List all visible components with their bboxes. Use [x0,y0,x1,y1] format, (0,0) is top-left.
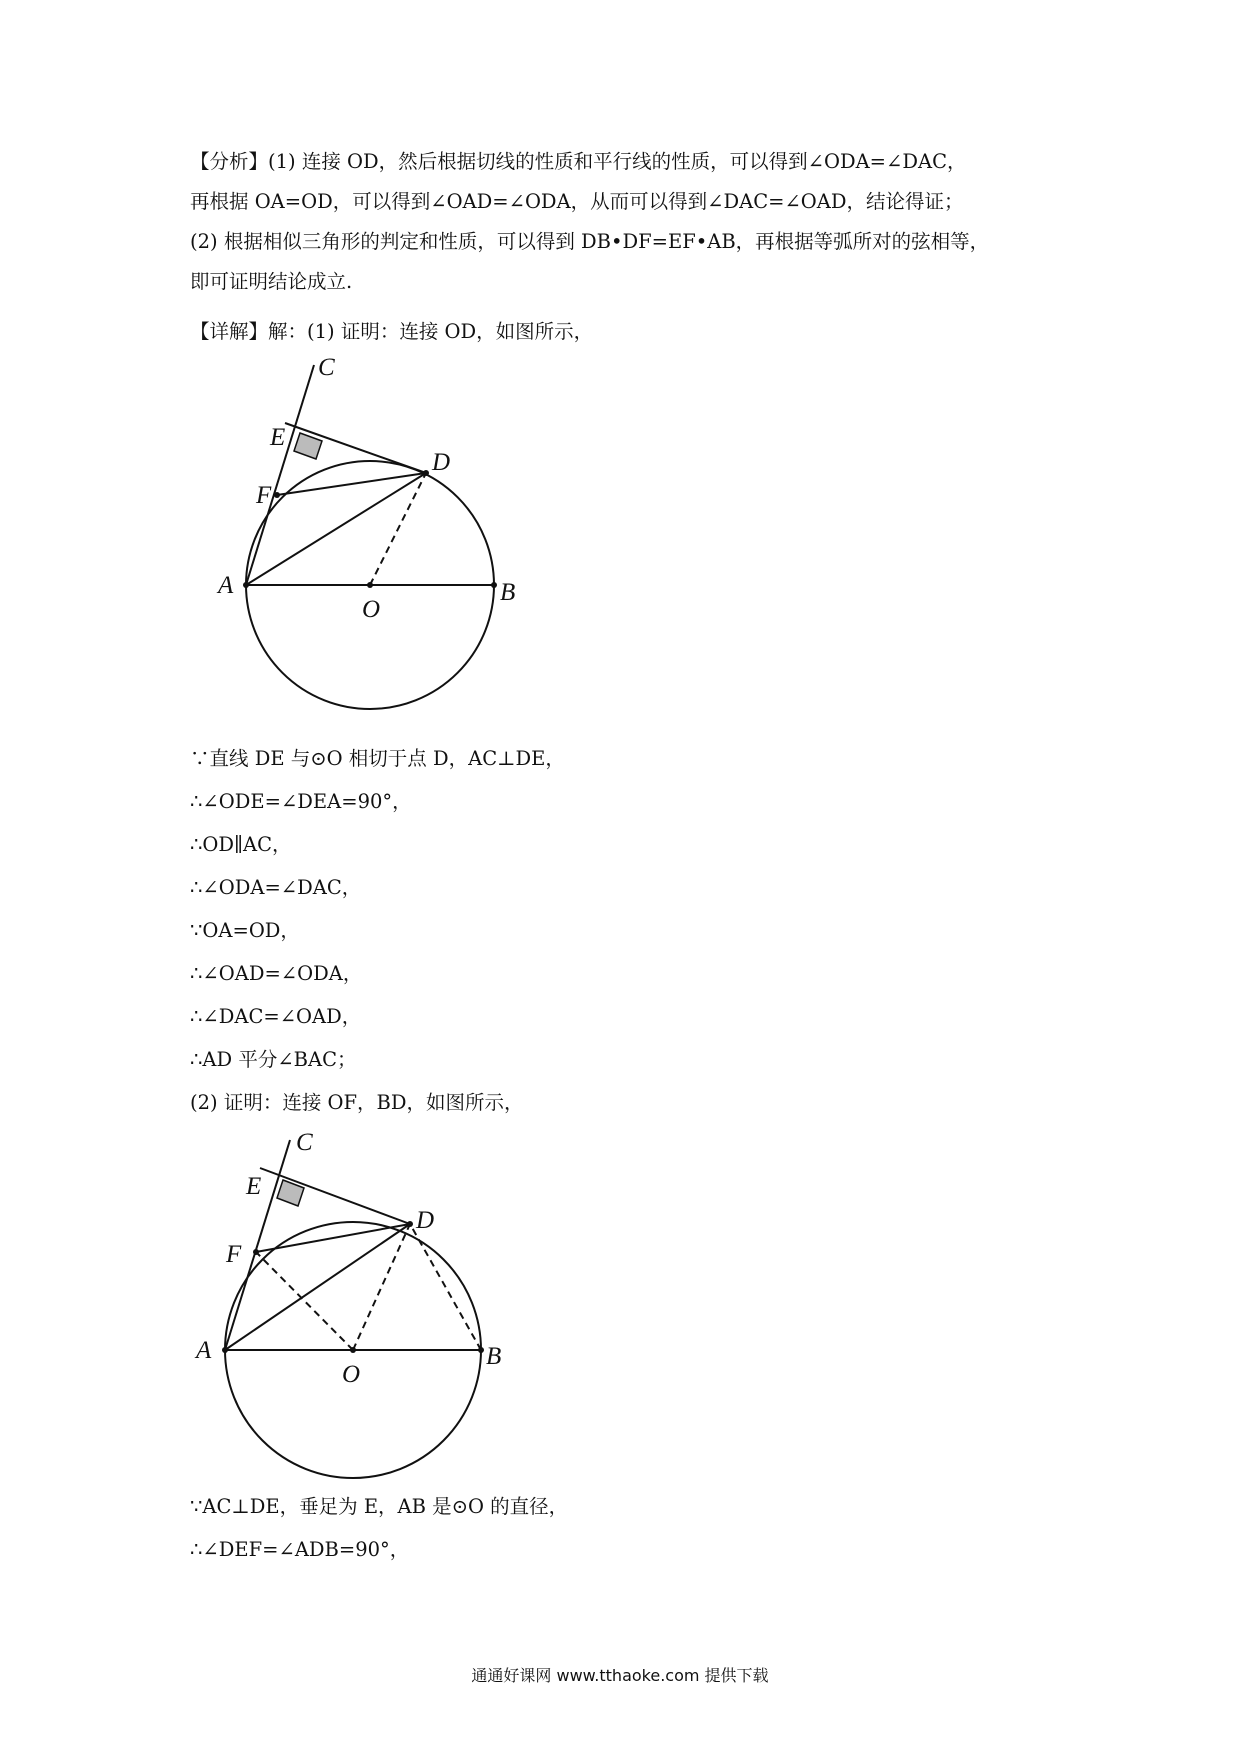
proof1-line-4: ∴∠ODA=∠DAC， [190,876,362,899]
proof1-line-2: ∴∠ODE=∠DEA=90°， [190,790,412,813]
analysis-line-2: 再根据 OA=OD，可以得到∠OAD=∠ODA，从而可以得到∠DAC=∠OAD，结论得证； [190,190,964,213]
label-b: B [486,1343,502,1370]
analysis-line-3: (2) 根据相似三角形的判定和性质，可以得到 DB•DF=EF•AB，再根据等弧所对的弦相等， [190,230,990,253]
analysis-line-1: 【分析】(1) 连接 OD，然后根据切线的性质和平行线的性质，可以得到∠ODA=∠DAC， [190,150,967,173]
analysis-line-4: 即可证明结论成立. [190,270,353,293]
proof1-line-6: ∴∠OAD=∠ODA， [190,962,363,985]
proof2-line-2: ∴∠DEF=∠ADB=90°， [190,1538,410,1561]
label-d: D [432,449,451,476]
proof1-line-5: ∵OA=OD， [190,919,300,942]
label-c: C [318,355,335,381]
label-d: D [416,1207,435,1234]
proof2-line-1: ∵AC⊥DE，垂足为 E，AB 是⊙O 的直径， [190,1495,569,1518]
label-f: F [256,482,272,509]
figure-1-circle-diagram [190,355,590,735]
part2-heading: (2) 证明：连接 OF，BD，如图所示， [190,1091,524,1114]
label-o: O [362,596,381,623]
proof1-line-8: ∴AD 平分∠BAC； [190,1048,357,1071]
label-f: F [226,1241,242,1268]
label-o: O [342,1361,361,1388]
segment-bd-dashed [410,1224,481,1350]
detail-heading: 【详解】解：(1) 证明：连接 OD，如图所示， [190,320,594,343]
label-e: E [246,1173,262,1200]
figure-2-circle-diagram [190,1128,550,1488]
right-angle-mark [294,433,322,459]
segment-of-dashed [256,1252,353,1350]
label-c: C [296,1129,313,1156]
label-a: A [196,1337,212,1364]
line-ac [246,365,314,585]
proof1-line-1: ∵直线 DE 与⊙O 相切于点 D，AC⊥DE， [190,747,565,770]
segment-ad [225,1224,410,1350]
label-e: E [270,424,286,451]
label-b: B [500,579,516,606]
label-a: A [218,572,234,599]
footer-source: 通通好课网 www.tthaoke.com 提供下载 [471,1666,769,1685]
segment-fd [256,1224,410,1252]
proof1-line-7: ∴∠DAC=∠OAD， [190,1005,362,1028]
proof1-line-3: ∴OD∥AC， [190,833,292,856]
